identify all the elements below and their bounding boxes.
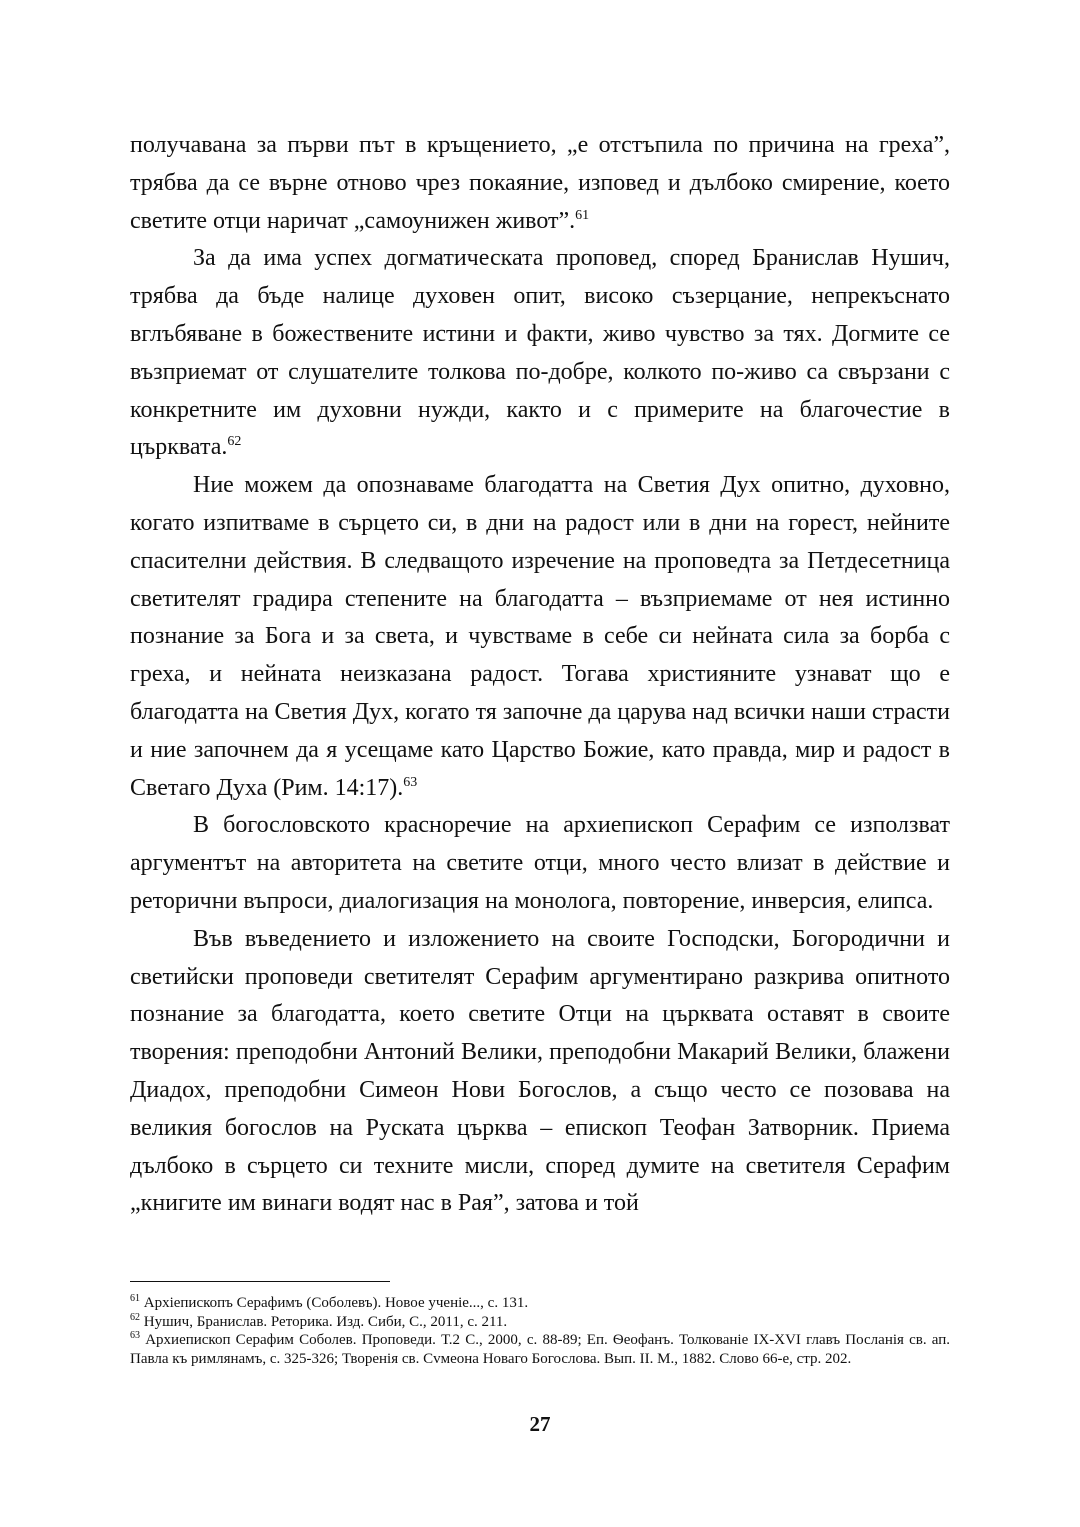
page-number: 27 (529, 1412, 551, 1436)
footnote-61 (130, 1294, 950, 1313)
footnote-62 (130, 1313, 950, 1332)
paragraph-3-text: Ние можем да опознаваме благодатта на Светия Дух опитно, духовно, когато изпитваме в сърцето си, в дни на радост или в дни на горест, нейните спасителни действия. В следващото изречение на проповедта за Петдесетница светителят градира степените на благодатта – възприемаме от нея истинно познание за Бога и за света, и чувстваме в себе си нейната сила за борба с греха, и нейната неизказана радост. Тогава християните узнават що е благодатта на Светия Дух, когато тя започне да царува над всички наши страсти и ние започнем да я усещаме като Царство Божие, като правда, мир и радост в Светаго Духа (Рим. 14:17). (130, 472, 950, 801)
footnote-ref-61[interactable]: 61 (575, 207, 590, 223)
main-text (130, 127, 950, 1223)
footnote-ref-62[interactable]: 62 (227, 434, 242, 450)
footnote-text-63: Архиепископ Серафим Соболев. Проповеди. Т.2 С., 2000, с. 88-89; Еп. Ѳеофанъ. Толкованіе IX-XVI главъ Посланія св. ап. Павла къ римлянамъ, с. 325-326; Творенія св. Сvмеона Новаго Богослова. Вып. II. М., 1882. Слово 66-е, стр. 202. (130, 1332, 951, 1367)
paragraph-1-text: получавана за първи път в кръщението, „е отстъпила по причина на греха”, трябва да се върне отново чрез покаяние, изповед и дълбоко смирение, което светите отци наричат „самоунижен живот”. (130, 132, 950, 234)
paragraph-2-text: За да има успех догматическата проповед, според Бранислав Нушич, трябва да бъде налице духовен опит, високо съзерцание, непрекъснато вглъбяване в божествените истини и факти, живо чувство за тях. Догмите се възприемат от слушателите толкова по-добре, колкото по-живо са свързани с конкретните им духовни нужди, както и с примерите на благочестие в църквата. (130, 245, 950, 461)
paragraph-3 (130, 467, 950, 807)
footnote-number-63: 63 (130, 1330, 140, 1341)
footnote-text-61: Архіепископъ Серафимъ (Соболевъ). Новое ученіе..., с. 131. (143, 1295, 529, 1311)
footnote-number-62: 62 (130, 1311, 140, 1323)
paragraph-5 (130, 921, 950, 1223)
footnote-number-61: 61 (130, 1293, 140, 1304)
footnote-ref-63[interactable]: 63 (403, 774, 418, 790)
paragraph-4 (130, 807, 950, 920)
footnote-separator (130, 1281, 390, 1282)
paragraph-5-text: Във въведението и изложението на своите Господски, Богородични и светийски проповеди светителят Серафим аргументирано разкрива опитното познание за благодатта, което светите Отци на църквата оставят в своите творения: преподобни Антоний Велики, преподобни Макарий Велики, блажени Диадох, преподобни Симеон Нови Богослов, а също често се позовава на великия богослов на Руската църква – епископ Теофан Затворник. Приема дълбоко в сърцето си техните мисли, според думите на светителя Серафим „книгите им винаги водят нас в Рая”, затова и той (130, 925, 950, 1217)
paragraph-1 (130, 127, 950, 240)
paragraph-2 (130, 240, 950, 467)
footnote-text-62: Нушич, Бранислав. Реторика. Изд. Сиби, С., 2011, с. 211. (143, 1313, 508, 1330)
paragraph-4-text: В богословското красноречие на архиепископ Серафим се използват аргументът на авторитета на светите отци, много често влизат в действие и реторични въпроси, диалогизация на монолога, повторение, инверсия, елипса. (130, 812, 950, 914)
footnotes-section (130, 1294, 950, 1368)
footnote-63 (130, 1331, 950, 1368)
